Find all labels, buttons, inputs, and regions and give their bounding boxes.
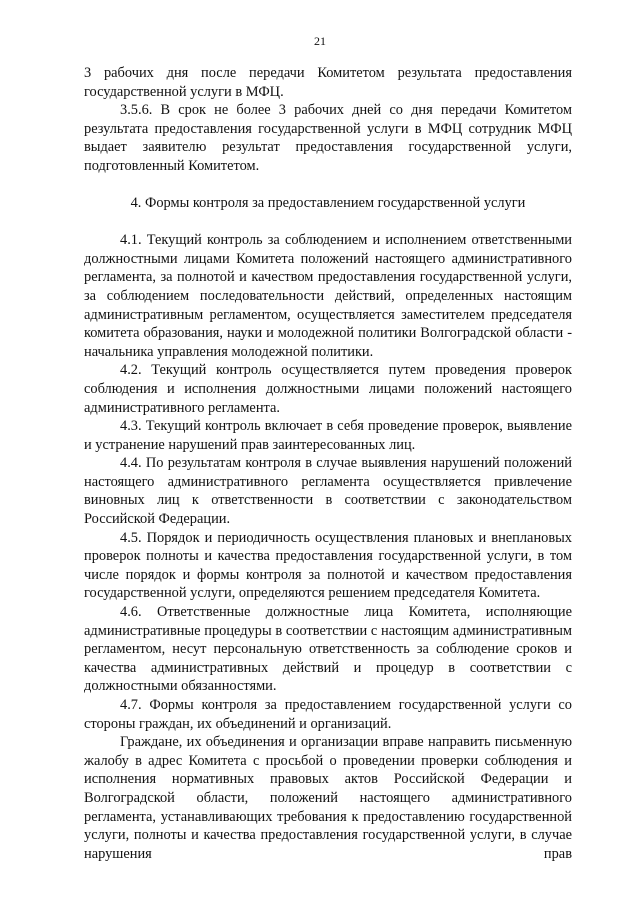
page-number: 21 [314, 34, 326, 48]
paragraph-3-5-6: 3.5.6. В срок не более 3 рабочих дней со дня передачи Комитетом результата предоставления государственной услуги в МФЦ сотрудник МФЦ выдает заявителю результат предоставления государственной услуги, подготовленный Комитетом. [84, 102, 572, 174]
paragraph-4-5: 4.5. Порядок и периодичность осуществления плановых и внеплановых проверок полноты и качества предоставления государственной услуги, в том числе порядок и формы контроля за полнотой и качеством предоставления государственной услуги, определяются решением председателя Комитета. [84, 529, 572, 602]
paragraph-4-7: 4.7. Формы контроля за предоставлением государственной услуги со стороны граждан, их объединений и организаций. [84, 697, 572, 732]
paragraph-4-4: 4.4. По результатам контроля в случае выявления нарушений положений настоящего административного регламента осуществляется привлечение виновных лиц к ответственности в соответствии с законодательством Российской Федерации. [84, 455, 572, 528]
paragraph-citizens-complaint: Граждане, их объединения и организации вправе направить письменную жалобу в адрес Комитета с просьбой о проведении проверки соблюдения и исполнения нормативных правовых актов Российской Федерации и Волгоградской области, положений настоящего административного регламента, устанавливающих требования к предоставлению государственной услуги, полноты и качества предоставления государственной услуги, в случае нарушения прав [84, 734, 572, 862]
paragraph-4-6: 4.6. Ответственные должностные лица Комитета, исполняющие административные процедуры в соответствии с настоящим административным регламентом, несут персональную ответственность за соблюдение сроков и качества административных действий и процедур в соответствии с должностными обязанностями. [84, 604, 572, 695]
paragraph-3-5-5-end: 3 рабочих дня после передачи Комитетом результата предоставления государственной услуги в МФЦ. [84, 65, 572, 100]
paragraph-4-3: 4.3. Текущий контроль включает в себя проведение проверок, выявление и устранение нарушений прав заинтересованных лиц. [84, 418, 572, 453]
paragraph-4-2: 4.2. Текущий контроль осуществляется путем проведения проверок соблюдения и исполнения должностными лицами положений настоящего административного регламента. [84, 362, 572, 416]
section-heading-4: 4. Формы контроля за предоставлением государственной услуги [130, 194, 526, 211]
document-body [84, 64, 572, 863]
paragraph-4-1: 4.1. Текущий контроль за соблюдением и исполнением ответственными должностными лицами Комитета положений настоящего административного регламента, за полнотой и качеством предоставления государственной услуги, за соблюдением последовательности действий, определенных настоящим административным регламентом, осуществляется заместителем председателя комитета образования, науки и молодежной политики Волгоградской области - начальника управления молодежной политики. [84, 232, 572, 360]
